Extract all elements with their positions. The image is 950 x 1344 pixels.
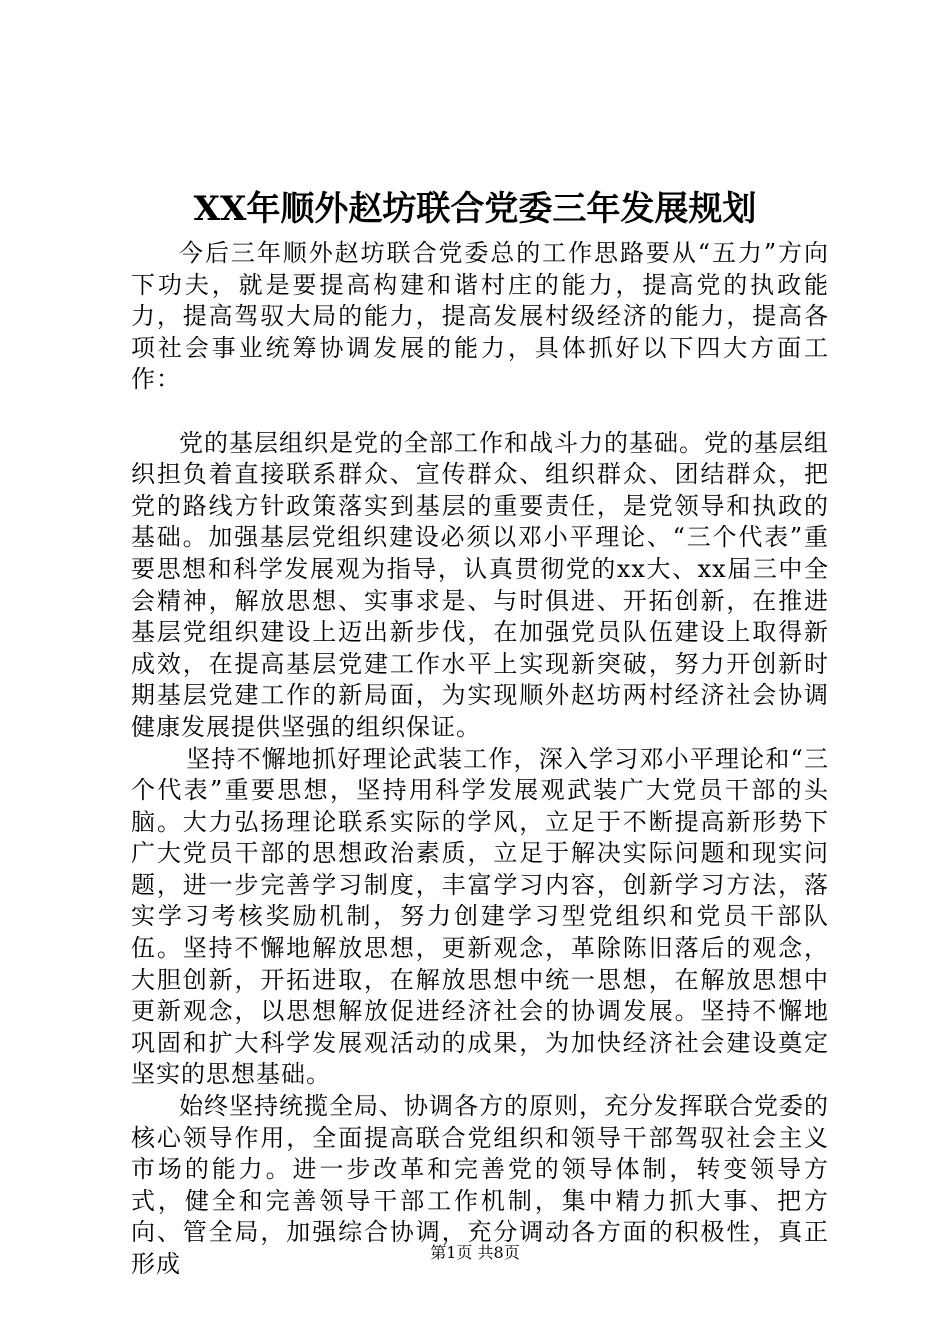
paragraph-organization: 党的基层组织是党的全部工作和战斗力的基础。党的基层组织担负着直接联系群众、宣传群众、组织群众、团结群众，把党的路线方针政策落实到基层的重要责任，是党领导和执政的基础。加强基层党组织建设必须以邓小平理论、“三个代表”重要思想和科学发展观为指导，认真贯彻党的xx大、xx届三中全会精神，解放思想、实事求是、与时俱进、开拓创新，在推进基层党组织建设上迈出新步伐，在加强党员队伍建设上取得新成效，在提高基层党建工作水平上实现新突破，努力开创新时期基层党建工作的新局面，为实现顺外赵坊两村经济社会协调健康发展提供坚强的组织保证。 — [131, 428, 829, 741]
paragraph-intro: 今后三年顺外赵坊联合党委总的工作思路要从“五力”方向下功夫，就是要提高构建和谐村庄的能力，提高党的执政能力，提高驾驭大局的能力，提高发展村级经济的能力，提高各项社会事业统筹协调发展的能力，具体抓好以下四大方面工作： — [131, 239, 829, 394]
document-title: XX年顺外赵坊联合党委三年发展规划 — [193, 189, 757, 229]
page-number: 第1页 共8页 — [430, 1243, 520, 1262]
document-body — [131, 238, 829, 1281]
paragraph-leadership: 始终坚持统揽全局、协调各方的原则，充分发挥联合党委的核心领导作用，全面提高联合党组织和领导干部驾驭社会主义市场的能力。进一步改革和完善党的领导体制，转变领导方式，健全和完善领导干部工作机制，集中精力抓大事、把方向、管全局，加强综合协调，充分调动各方面的积极性，真正形成 — [131, 1092, 829, 1278]
paragraph-theory: 坚持不懈地抓好理论武装工作，深入学习邓小平理论和“三个代表”重要思想，坚持用科学发展观武装广大党员干部的头脑。大力弘扬理论联系实际的学风，立足于不断提高新形势下广大党员干部的思想政治素质，立足于解决实际问题和现实问题，进一步完善学习制度，丰富学习内容，创新学习方法，落实学习考核奖励机制，努力创建学习型党组织和党员干部队伍。坚持不懈地解放思想，更新观念，革除陈旧落后的观念，大胆创新，开拓进取，在解放思想中统一思想，在解放思想中更新观念，以思想解放促进经济社会的协调发展。坚持不懈地巩固和扩大科学发展观活动的成果，为加快经济社会建设奠定坚实的思想基础。 — [131, 744, 829, 1089]
